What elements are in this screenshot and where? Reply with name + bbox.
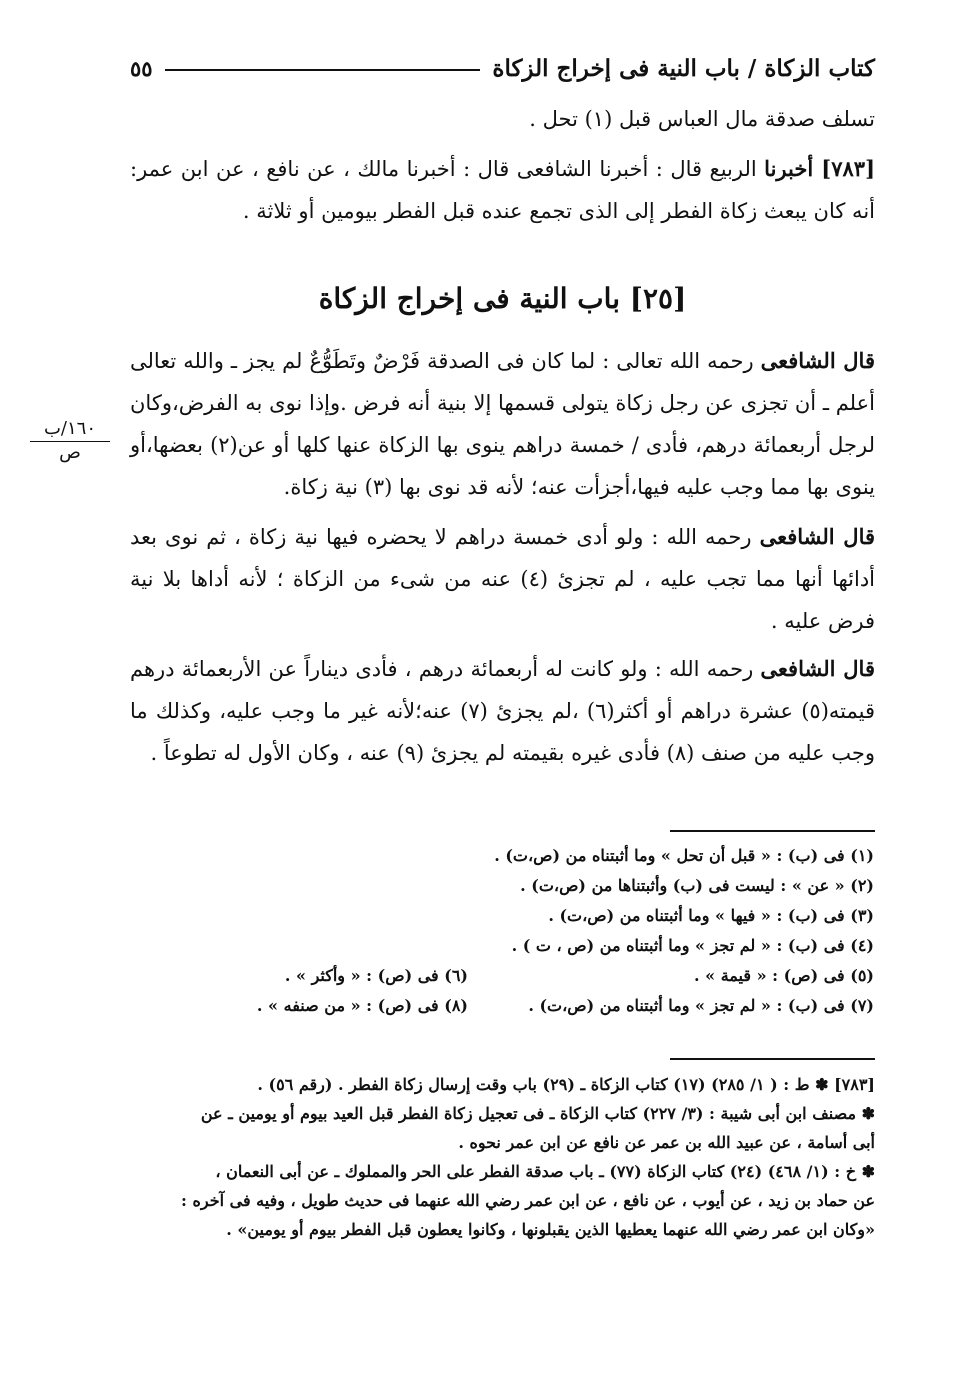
hadith-783 [130, 148, 875, 232]
margin-ms: ص [59, 442, 81, 463]
page-number: ٥٥ [130, 55, 153, 81]
footnote-8: (٨) فى (ص) : « من صنفه » . [256, 996, 468, 1015]
references-rule [670, 1058, 875, 1060]
footnote-7: (٧) فى (ب) : « لم تجز » وما أثبتناه من (ص،ت) . [528, 996, 874, 1015]
footnote-rule [670, 830, 875, 832]
paragraph-2 [130, 516, 875, 642]
footnote-5: (٥) فى (ص) : « قيمة » . [694, 966, 874, 985]
hadith-number: [٧٨٣] أخبرنا [764, 156, 875, 181]
paragraph-lead: قال الشافعى [760, 348, 875, 373]
footnote-3: (٣) فى (ب) : « فيها » وما أثبتناه من (ص،ت) . [548, 906, 874, 925]
paragraph-lead: قال الشافعى [759, 524, 876, 549]
paragraph-3 [130, 648, 875, 774]
margin-note [30, 418, 110, 463]
footnote-2: (٢) « عن » : ليست فى (ب) وأثبتناها من (ص،ت) . [520, 876, 874, 895]
reference-line: «وكان ابن عمر رضي الله عنهما يعطيها الذين يقبلونها ، وكانوا يعطون قبل الفطر بيوم أو يومين» . [226, 1220, 875, 1239]
reference-line: [٧٨٣] ✽ ط : ( ١/ ٢٨٥) (١٧) كتاب الزكاة ـ (٢٩) باب وقت إرسال زكاة الفطر . (رقم ٥٦) . [257, 1075, 875, 1094]
reference-line: ✽ مصنف ابن أبى شيبة : (٣/ ٢٢٧) كتاب الزكاة ـ فى تعجيل زكاة الفطر قبل العيد بيوم أو يومين ـ عن [200, 1104, 875, 1123]
paragraph-lead: قال الشافعى [760, 656, 875, 681]
header-rule [165, 69, 481, 71]
references [130, 1070, 875, 1244]
header-title: كتاب الزكاة / باب النية فى إخراج الزكاة [492, 54, 875, 82]
intro-line [130, 98, 875, 140]
intro-line-text: تسلف صدقة مال العباس قبل (١) تحل . [529, 107, 875, 131]
paragraph-text: رحمه الله : ولو كانت له أربعمائة درهم ، فأدى ديناراً عن الأربعمائة درهم قيمته(٥) عشرة دراهم أو أكثر(٦) ،لم يجزئ (٧) عنه؛لأنه غير ما وجب عليه، وكذلك ما وجب عليه من صنف (٨) فأدى غيره بقيمته لم يجزئ (٩) عنه ، وكان الأول له تطوعاً . [130, 657, 875, 765]
margin-folio: ١٦٠/ب [30, 418, 110, 442]
reference-line: ✽ خ : (١/ ٤٦٨) (٢٤) كتاب الزكاة (٧٧) ـ باب صدقة الفطر على الحر والمملوك ـ عن أبى النعمان ، [215, 1162, 875, 1181]
running-header [130, 48, 875, 88]
footnote-1: (١) فى (ب) : « قبل أن تحل » وما أثبتناه من (ص،ت) . [494, 846, 874, 865]
footnote-4: (٤) فى (ب) : « لم تجز » وما أثبتناه من (ص ، ت ) . [511, 936, 874, 955]
section-heading: [٢٥] باب النية فى إخراج الزكاة [318, 282, 687, 315]
paragraph-1 [130, 340, 875, 508]
paragraph-text: رحمه الله تعالى : لما كان فى الصدقة فَرْضٌ وتَطَوُّعٌ لم يجز ـ والله تعالى أعلم ـ أن تجزى عن رجل زكاة يتولى قسمها إلا بنية أنه فرض .وإذا نوى به الفرض،وكان لرجل أربعمائة درهم، فأدى / خمسة دراهم ينوى بها الزكاة عنها كلها أو عن(٢) بعضها،أو ينوى بها مما وجب عليه فيها،أجزأت عنه؛ لأنه قد نوى بها (٣) نية زكاة. [130, 349, 876, 499]
reference-line: أبى أسامة ، عن عبيد الله بن عمر عن نافع عن ابن عمر نحوه . [458, 1133, 875, 1152]
footnote-6: (٦) فى (ص) : « وأكثر » . [284, 966, 468, 985]
hadith-text: الربيع قال : أخبرنا الشافعى قال : أخبرنا مالك ، عن نافع ، عن ابن عمر: أنه كان يبعث زكاة الفطر إلى الذى تجمع عنده قبل الفطر بيومين أو ثلاثة . [130, 157, 875, 223]
paragraph-text: رحمه الله : ولو أدى خمسة دراهم لا يحضره فيها نية زكاة ، ثم نوى بعد أدائها أنها مما تجب عليه ، لم تجزئ (٤) عنه من شىء من الزكاة ؛ لأنه أداها بلا نية فرض عليه . [130, 525, 876, 633]
reference-line: عن حماد بن زيد ، عن أيوب ، عن نافع ، عن ابن عمر رضي الله عنهما فى حديث طويل ، وفيه فى آخره : [181, 1191, 875, 1210]
